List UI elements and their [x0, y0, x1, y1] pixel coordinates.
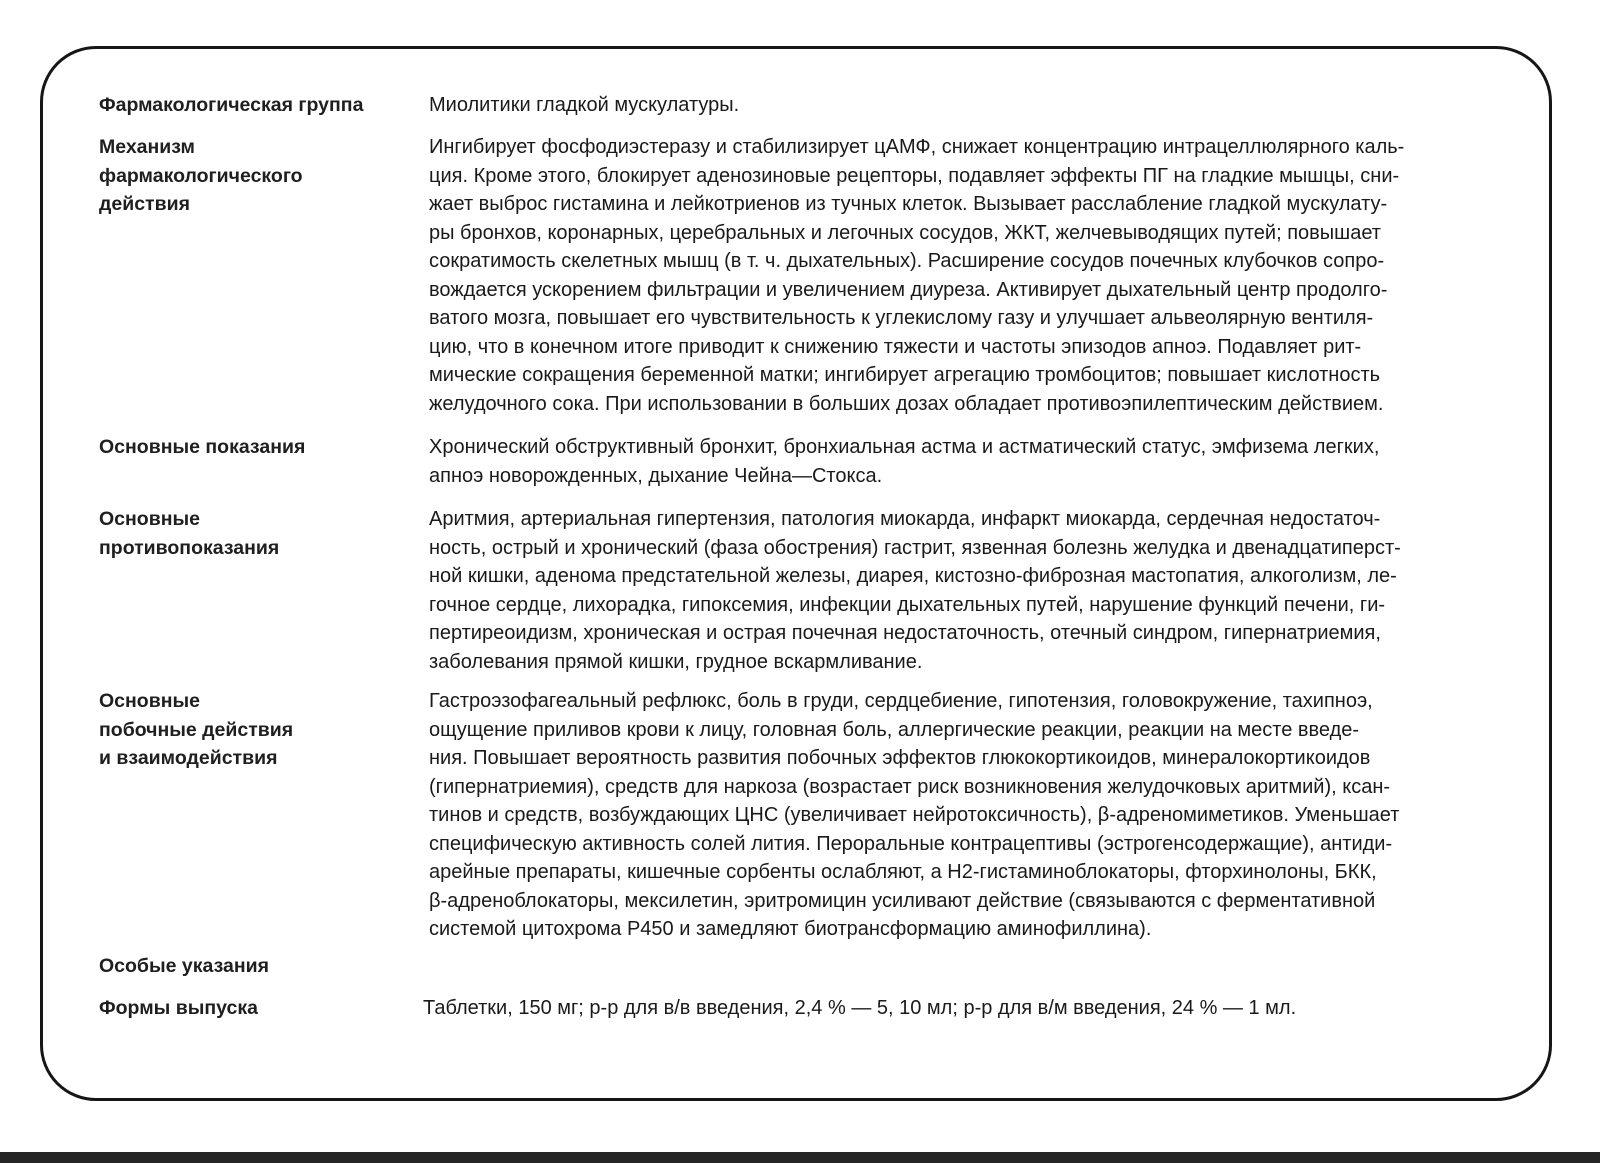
value-line: тинов и средств, возбуждающих ЦНС (увеличивает нейротоксичность), β-адреномиметиков. Уменьшает — [429, 804, 1400, 826]
value-line: Хронический обструктивный бронхит, бронхиальная астма и астматический статус, эмфизема легких, — [429, 436, 1380, 458]
value-line: системой цитохрома Р450 и замедляют биотрансформацию аминофиллина). — [429, 918, 1152, 940]
value-line: цию, что в конечном итоге приводит к снижению тяжести и частоты эпизодов апноэ. Подавляет рит- — [429, 335, 1362, 358]
page-bottom-edge — [0, 1152, 1600, 1163]
row-label: Механизм фармакологического действия — [99, 136, 303, 215]
row-label: Основные показания — [99, 436, 306, 458]
row-value — [429, 91, 1519, 120]
value-line: β-адреноблокаторы, мексилетин, эритромицин усиливают действие (связываются с ферментативной — [429, 889, 1376, 912]
row-value — [429, 505, 1519, 676]
value-line: Аритмия, артериальная гипертензия, патология миокарда, инфаркт миокарда, сердечная недостаточ- — [429, 508, 1381, 530]
row-label: Основные противопоказания — [99, 508, 280, 559]
value-line: ватого мозга, повышает его чувствительность к углекислому газу и улучшает альвеолярную вентиля- — [429, 307, 1374, 329]
row-value — [429, 687, 1519, 944]
row-label: Фармакологическая группа — [99, 94, 364, 116]
row-label: Формы выпуска — [99, 997, 258, 1019]
value-line: пертиреоидизм, хроническая и острая почечная недостаточность, отечный синдром, гипернатриемия, — [429, 622, 1381, 644]
value-line: желудочного сока. При использовании в больших дозах обладает противоэпилептическим действием. — [429, 392, 1384, 415]
row-value — [429, 433, 1519, 490]
value-line: (гипернатриемия), средств для наркоза (возрастает риск возникновения желудочковых аритмий), ксан- — [429, 775, 1391, 798]
value-line: ощущение приливов крови к лицу, головная боль, аллергические реакции, реакции на месте введе- — [429, 718, 1360, 741]
value-line: ция. Кроме этого, блокирует аденозиновые рецепторы, подавляет эффекты ПГ на гладкие мышцы, сни- — [429, 164, 1400, 187]
value-line: заболевания прямой кишки, грудное вскармливание. — [429, 650, 923, 673]
drug-info-card — [40, 46, 1552, 1101]
value-line: Гастроэзофагеальный рефлюкс, боль в груди, сердцебиение, гипотензия, головокружение, тахипноэ, — [429, 690, 1373, 712]
value-line: Таблетки, 150 мг; р-р для в/в введения, 2,4 % — 5, 10 мл; р-р для в/м введения, 24 % — 1 мл. — [423, 997, 1297, 1019]
value-line: Миолитики гладкой мускулатуры. — [429, 94, 740, 116]
value-line: мические сокращения беременной матки; ингибирует агрегацию тромбоцитов; повышает кислотность — [429, 364, 1381, 386]
row-value — [429, 133, 1519, 418]
value-line: специфическую активность солей лития. Пероральные контрацептивы (эстрогенсодержащие), антиди- — [429, 832, 1393, 855]
value-line: апноэ новорожденных, дыхание Чейна—Стокса. — [429, 464, 883, 487]
value-line: ность, острый и хронический (фаза обострения) гастрит, язвенная болезнь желудка и двенадцатиперст- — [429, 536, 1401, 559]
value-line: вождается ускорением фильтрации и увеличением диуреза. Активирует дыхательный центр продолго- — [429, 278, 1388, 301]
row-value — [423, 994, 1513, 1023]
value-line: ры бронхов, коронарных, церебральных и легочных сосудов, ЖКТ, желчевыводящих путей; повышает — [429, 221, 1381, 244]
value-line: ной кишки, аденома предстательной железы, диарея, кистозно-фиброзная мастопатия, алкоголизм, ле- — [429, 565, 1397, 587]
value-line: Ингибирует фосфодиэстеразу и стабилизирует цАМФ, снижает концентрацию интрацеллюлярного каль- — [429, 136, 1405, 158]
row-label: Особые указания — [99, 955, 269, 977]
value-line: арейные препараты, кишечные сорбенты ослабляют, а Н2-гистаминоблокаторы, фторхинолоны, БКК, — [429, 861, 1377, 883]
value-line: сократимость скелетных мышц (в т. ч. дыхательных). Расширение сосудов почечных клубочков сопро- — [429, 250, 1385, 272]
value-line: ния. Повышает вероятность развития побочных эффектов глюкокортикоидов, минералокортикоидов — [429, 747, 1371, 769]
row-label: Основные побочные действия и взаимодействия — [99, 690, 294, 769]
value-line: жает выброс гистамина и лейкотриенов из тучных клеток. Вызывает расслабление гладкой мускулату- — [429, 193, 1388, 215]
value-line: гочное сердце, лихорадка, гипоксемия, инфекции дыхательных путей, нарушение функций печени, ги- — [429, 593, 1386, 616]
